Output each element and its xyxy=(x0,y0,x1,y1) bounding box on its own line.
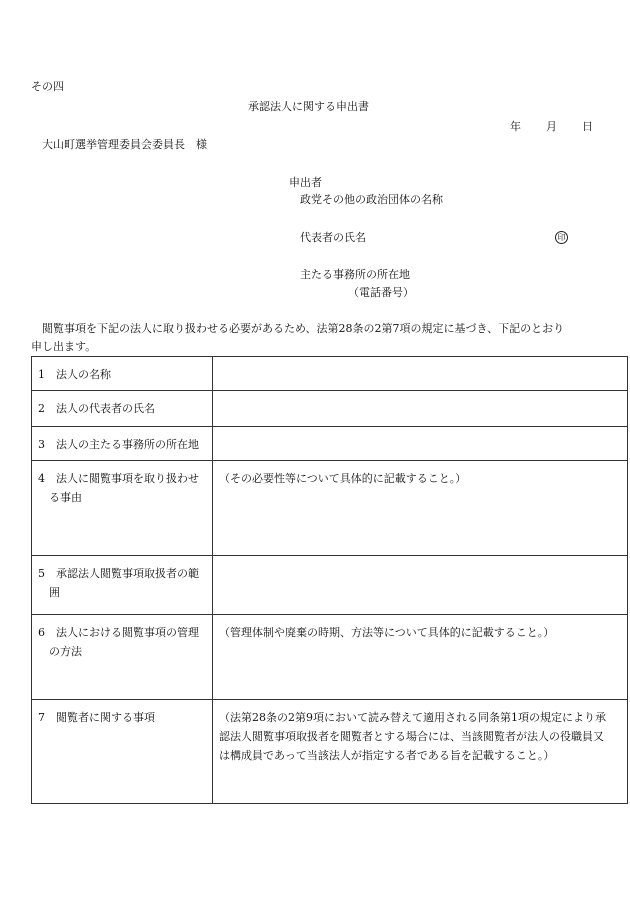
row-value[interactable] xyxy=(213,427,628,461)
table-row xyxy=(32,391,628,427)
row-label: 4 法人に閲覧事項を取り扱わせ る事由 xyxy=(32,461,213,556)
row-value[interactable] xyxy=(213,357,628,391)
row-label: 5 承認法人閲覧事項取扱者の範 囲 xyxy=(32,556,213,615)
intro-line-1: 閲覧事項を下記の法人に取り扱わせる必要があるため、法第28条の2第7項の規定に基づき、下記のとおり xyxy=(42,322,565,335)
row-label: 6 法人における閲覧事項の管理 の方法 xyxy=(32,615,213,700)
row-label: 2 法人の代表者の氏名 xyxy=(32,391,213,427)
seal-icon: 印 xyxy=(555,231,568,244)
table-row xyxy=(32,461,628,556)
row-value[interactable]: （その必要性等について具体的に記載すること。） xyxy=(213,461,628,556)
document-title: 承認法人に関する申出書 xyxy=(248,100,369,113)
table-row xyxy=(32,357,628,391)
date-day-label: 日 xyxy=(582,120,593,133)
applicant-heading: 申出者 xyxy=(289,176,322,189)
table-row xyxy=(32,427,628,461)
row-label: 7 閲覧者に関する事項 xyxy=(32,700,213,804)
intro-line-2: 申し出ます。 xyxy=(31,340,97,353)
addressee: 大山町選挙管理委員会委員長 様 xyxy=(42,138,207,151)
table-row xyxy=(32,700,628,804)
table-row xyxy=(32,615,628,700)
representative-name-label: 代表者の氏名 xyxy=(300,231,366,244)
org-name-label: 政党その他の政治団体の名称 xyxy=(300,193,443,206)
office-address-label: 主たる事務所の所在地 xyxy=(300,268,410,281)
row-label: 1 法人の名称 xyxy=(32,357,213,391)
table-row xyxy=(32,556,628,615)
row-value[interactable]: （法第28条の2第9項において読み替えて適用される同条第1項の規定により承 認法人閲覧事項取扱者を閲覧者とする場合には、当該閲覧者が法人の役職員又 は構成員であって当該法人が指定する者である旨を記載すること。） xyxy=(213,700,628,804)
phone-label: （電話番号） xyxy=(348,286,414,299)
application-table xyxy=(31,356,628,804)
row-label: 3 法人の主たる事務所の所在地 xyxy=(32,427,213,461)
seal-mark xyxy=(555,230,568,244)
date-year-label: 年 xyxy=(510,120,521,133)
row-value[interactable] xyxy=(213,556,628,615)
form-number: その四 xyxy=(31,80,64,93)
date-month-label: 月 xyxy=(546,120,557,133)
row-value[interactable]: （管理体制や廃棄の時期、方法等について具体的に記載すること。） xyxy=(213,615,628,700)
row-value[interactable] xyxy=(213,391,628,427)
